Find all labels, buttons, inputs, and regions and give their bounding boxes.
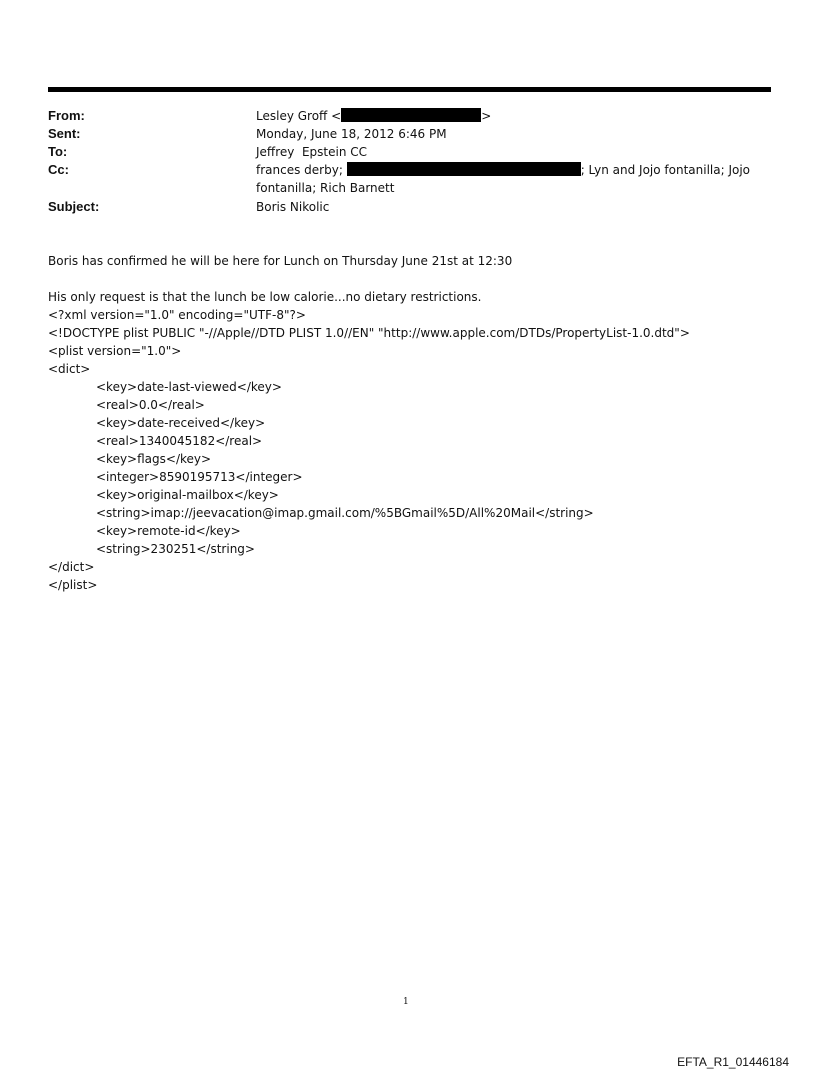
document-id: EFTA_R1_01446184: [677, 1055, 789, 1069]
to-value: Jeffrey Epstein CC: [256, 145, 368, 159]
xml-line: <!DOCTYPE plist PUBLIC "-//Apple//DTD PLIST 1.0//EN" "http://www.apple.com/DTDs/PropertyList-1.0.dtd">: [48, 326, 690, 340]
xml-line: <string>230251</string>: [96, 542, 255, 556]
xml-line: <key>date-last-viewed</key>: [96, 380, 282, 394]
xml-line: <key>flags</key>: [96, 452, 212, 466]
sent-label: Sent:: [48, 126, 81, 141]
header-divider: [48, 87, 771, 92]
xml-line: <key>original-mailbox</key>: [96, 488, 279, 502]
cc-value-line2: fontanilla; Rich Barnett: [256, 181, 395, 195]
xml-line: <string>imap://jeevacation@imap.gmail.com/%5BGmail%5D/All%20Mail</string>: [96, 506, 594, 520]
xml-line: <real>0.0</real>: [96, 398, 205, 412]
redaction-box: [347, 162, 581, 176]
body-line-1: Boris has confirmed he will be here for Lunch on Thursday June 21st at 12:30: [48, 254, 513, 268]
xml-line: <key>date-received</key>: [96, 416, 266, 430]
xml-line: </dict>: [48, 560, 95, 574]
from-name: Lesley Groff: [256, 109, 328, 123]
xml-line: <dict>: [48, 362, 91, 376]
cc-label: Cc:: [48, 162, 69, 177]
body-line-2: His only request is that the lunch be low calorie...no dietary restrictions.: [48, 290, 482, 304]
cc-part1: frances derby;: [256, 163, 343, 177]
cc-part2: ; Lyn and Jojo fontanilla; Jojo: [580, 163, 751, 177]
from-value: [256, 107, 756, 125]
xml-line: </plist>: [48, 578, 98, 592]
redaction-box: [341, 108, 481, 122]
xml-line: <integer>8590195713</integer>: [96, 470, 303, 484]
from-label: From:: [48, 108, 85, 123]
xml-line: <plist version="1.0">: [48, 344, 182, 358]
subject-value: Boris Nikolic: [256, 200, 330, 214]
sent-value: Monday, June 18, 2012 6:46 PM: [256, 127, 447, 141]
cc-value: [256, 161, 756, 179]
xml-line: <?xml version="1.0" encoding="UTF-8"?>: [48, 308, 306, 322]
from-open-bracket: <: [331, 109, 342, 123]
from-close-bracket: >: [481, 109, 492, 123]
xml-line: <real>1340045182</real>: [96, 434, 263, 448]
xml-line: <key>remote-id</key>: [96, 524, 241, 538]
to-label: To:: [48, 144, 68, 159]
subject-label: Subject:: [48, 199, 100, 214]
page-number: 1: [403, 997, 409, 1007]
